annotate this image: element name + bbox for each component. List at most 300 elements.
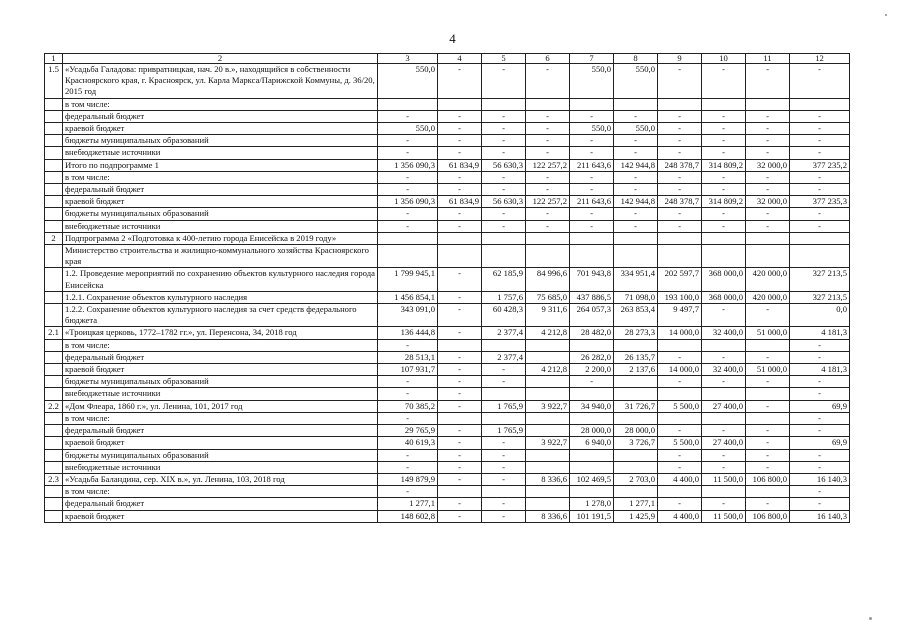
value-cell: 3 922,7 <box>526 437 570 449</box>
value-cell: - <box>658 208 702 220</box>
value-cell: - <box>702 220 746 232</box>
value-cell: - <box>746 351 790 363</box>
value-cell: - <box>746 304 790 327</box>
row-name: Итого по подпрограмме 1 <box>63 159 378 171</box>
corner-mark <box>885 14 887 16</box>
value-cell <box>570 339 614 351</box>
value-cell: - <box>746 135 790 147</box>
value-cell: - <box>790 123 850 135</box>
value-cell <box>378 98 438 110</box>
value-cell: 1 456 854,1 <box>378 291 438 303</box>
value-cell <box>570 232 614 244</box>
value-cell: - <box>482 184 526 196</box>
value-cell: - <box>702 64 746 99</box>
value-cell: - <box>746 64 790 99</box>
value-cell: 1 278,0 <box>570 498 614 510</box>
value-cell: 16 140,3 <box>790 473 850 485</box>
value-cell: 334 951,4 <box>614 268 658 291</box>
column-header-2: 2 <box>63 54 378 64</box>
value-cell <box>746 232 790 244</box>
value-cell: 2 137,6 <box>614 364 658 376</box>
value-cell: 32 400,0 <box>702 364 746 376</box>
value-cell: 149 879,9 <box>378 473 438 485</box>
column-header-12: 12 <box>790 54 850 64</box>
value-cell: - <box>438 449 482 461</box>
table-row <box>45 486 850 498</box>
value-cell: 102 469,5 <box>570 473 614 485</box>
table-row <box>45 135 850 147</box>
value-cell: - <box>482 135 526 147</box>
value-cell: - <box>482 510 526 522</box>
value-cell <box>526 351 570 363</box>
value-cell: - <box>614 171 658 183</box>
row-index <box>45 159 63 171</box>
row-index <box>45 339 63 351</box>
value-cell: 75 685,0 <box>526 291 570 303</box>
row-name: бюджеты муниципальных образований <box>63 449 378 461</box>
value-cell: - <box>526 110 570 122</box>
value-cell: 148 602,8 <box>378 510 438 522</box>
value-cell: - <box>614 220 658 232</box>
value-cell: 28 273,3 <box>614 327 658 339</box>
value-cell: - <box>482 376 526 388</box>
value-cell: 550,0 <box>378 64 438 99</box>
table-row <box>45 98 850 110</box>
row-index <box>45 268 63 291</box>
value-cell: - <box>702 171 746 183</box>
value-cell <box>570 412 614 424</box>
value-cell <box>482 232 526 244</box>
value-cell: 136 444,8 <box>378 327 438 339</box>
value-cell: - <box>658 135 702 147</box>
value-cell <box>702 486 746 498</box>
value-cell: - <box>378 220 438 232</box>
value-cell: 314 809,2 <box>702 159 746 171</box>
value-cell: - <box>570 376 614 388</box>
row-name: «Усадьба Галадова: привратницкая, нач. 20 в.», находящийся в собственности Красноярского края, г. Красноярск, ул. Карла Маркса/Парижской Коммуны, д. 36/20, 2015 год <box>63 64 378 99</box>
value-cell: 69,9 <box>790 400 850 412</box>
value-cell: - <box>378 339 438 351</box>
value-cell: 70 385,2 <box>378 400 438 412</box>
value-cell: 28 482,0 <box>570 327 614 339</box>
value-cell: 327 213,5 <box>790 291 850 303</box>
row-name: федеральный бюджет <box>63 110 378 122</box>
value-cell <box>526 388 570 400</box>
value-cell: 193 100,0 <box>658 291 702 303</box>
value-cell <box>614 412 658 424</box>
value-cell <box>702 98 746 110</box>
value-cell: - <box>702 110 746 122</box>
value-cell <box>614 339 658 351</box>
row-name: бюджеты муниципальных образований <box>63 135 378 147</box>
value-cell <box>482 412 526 424</box>
value-cell: 1 799 945,1 <box>378 268 438 291</box>
value-cell <box>570 449 614 461</box>
row-index <box>45 304 63 327</box>
value-cell: - <box>570 208 614 220</box>
value-cell: - <box>482 437 526 449</box>
value-cell: - <box>570 135 614 147</box>
value-cell <box>658 245 702 268</box>
value-cell: 368 000,0 <box>702 268 746 291</box>
value-cell: - <box>790 425 850 437</box>
value-cell: 343 091,0 <box>378 304 438 327</box>
value-cell: 2 200,0 <box>570 364 614 376</box>
value-cell: - <box>658 147 702 159</box>
value-cell: 550,0 <box>614 64 658 99</box>
row-name: в том числе: <box>63 412 378 424</box>
value-cell <box>482 388 526 400</box>
value-cell: - <box>790 184 850 196</box>
value-cell: - <box>790 220 850 232</box>
value-cell: 1 765,9 <box>482 400 526 412</box>
value-cell <box>438 232 482 244</box>
value-cell: 84 996,6 <box>526 268 570 291</box>
value-cell: 550,0 <box>570 123 614 135</box>
value-cell: - <box>746 400 790 412</box>
value-cell: 61 834,9 <box>438 159 482 171</box>
value-cell: - <box>482 498 526 510</box>
value-cell: - <box>570 184 614 196</box>
value-cell: - <box>438 351 482 363</box>
value-cell <box>614 232 658 244</box>
value-cell: - <box>790 388 850 400</box>
row-name: в том числе: <box>63 339 378 351</box>
value-cell: 4 212,8 <box>526 327 570 339</box>
row-name: «Дом Флеара, 1860 г.», ул. Ленина, 101, 2017 год <box>63 400 378 412</box>
value-cell <box>702 232 746 244</box>
value-cell <box>746 388 790 400</box>
table-row <box>45 364 850 376</box>
row-name: «Усадьба Баландина, сер. XIX в.», ул. Ленина, 103, 2018 год <box>63 473 378 485</box>
value-cell <box>438 412 482 424</box>
table-row <box>45 147 850 159</box>
table-row <box>45 376 850 388</box>
row-name: бюджеты муниципальных образований <box>63 376 378 388</box>
value-cell: 263 853,4 <box>614 304 658 327</box>
scan-dot <box>869 617 872 620</box>
value-cell: 142 944,8 <box>614 159 658 171</box>
row-name: федеральный бюджет <box>63 498 378 510</box>
value-cell <box>614 98 658 110</box>
value-cell: - <box>482 208 526 220</box>
value-cell: - <box>746 220 790 232</box>
value-cell: - <box>526 64 570 99</box>
value-cell: 3 922,7 <box>526 400 570 412</box>
value-cell: 368 000,0 <box>702 291 746 303</box>
value-cell: - <box>482 64 526 99</box>
value-cell: 26 135,7 <box>614 351 658 363</box>
value-cell: - <box>378 388 438 400</box>
row-name: в том числе: <box>63 171 378 183</box>
value-cell <box>438 339 482 351</box>
value-cell <box>702 388 746 400</box>
value-cell <box>790 98 850 110</box>
value-cell <box>614 486 658 498</box>
value-cell: - <box>438 123 482 135</box>
value-cell: - <box>658 184 702 196</box>
value-cell <box>438 98 482 110</box>
value-cell: 8 336,6 <box>526 473 570 485</box>
value-cell: 8 336,6 <box>526 510 570 522</box>
value-cell: 62 185,9 <box>482 268 526 291</box>
value-cell: - <box>658 498 702 510</box>
value-cell: 56 630,3 <box>482 159 526 171</box>
value-cell: - <box>790 461 850 473</box>
row-index <box>45 351 63 363</box>
value-cell: 142 944,8 <box>614 196 658 208</box>
value-cell: 28 000,0 <box>570 425 614 437</box>
value-cell: 106 800,0 <box>746 473 790 485</box>
value-cell <box>482 339 526 351</box>
value-cell: - <box>702 425 746 437</box>
row-index <box>45 208 63 220</box>
value-cell: - <box>378 486 438 498</box>
value-cell: - <box>378 110 438 122</box>
row-index <box>45 461 63 473</box>
value-cell: - <box>746 425 790 437</box>
value-cell: 106 800,0 <box>746 510 790 522</box>
column-header-10: 10 <box>702 54 746 64</box>
column-header-3: 3 <box>378 54 438 64</box>
value-cell: - <box>378 208 438 220</box>
value-cell: - <box>378 461 438 473</box>
value-cell: - <box>658 64 702 99</box>
value-cell <box>378 245 438 268</box>
value-cell: - <box>438 268 482 291</box>
value-cell: - <box>746 171 790 183</box>
value-cell: - <box>746 208 790 220</box>
value-cell: 51 000,0 <box>746 364 790 376</box>
value-cell: - <box>526 184 570 196</box>
value-cell: - <box>438 291 482 303</box>
row-name: внебюджетные источники <box>63 461 378 473</box>
row-index <box>45 388 63 400</box>
value-cell: - <box>438 208 482 220</box>
table-row <box>45 64 850 99</box>
value-cell: 28 000,0 <box>614 425 658 437</box>
value-cell: - <box>790 449 850 461</box>
row-index <box>45 498 63 510</box>
value-cell <box>570 245 614 268</box>
value-cell: - <box>790 498 850 510</box>
value-cell <box>746 486 790 498</box>
value-cell <box>658 98 702 110</box>
value-cell: 550,0 <box>570 64 614 99</box>
value-cell: 1 356 090,3 <box>378 196 438 208</box>
value-cell: 4 400,0 <box>658 510 702 522</box>
value-cell: - <box>438 437 482 449</box>
table-row <box>45 388 850 400</box>
value-cell: - <box>790 351 850 363</box>
value-cell: - <box>790 135 850 147</box>
value-cell <box>526 339 570 351</box>
value-cell <box>526 412 570 424</box>
value-cell: - <box>614 208 658 220</box>
value-cell: - <box>790 412 850 424</box>
value-cell: 211 643,6 <box>570 196 614 208</box>
row-index <box>45 196 63 208</box>
table-header-row <box>45 54 850 64</box>
row-name: в том числе: <box>63 486 378 498</box>
row-name: внебюджетные источники <box>63 220 378 232</box>
value-cell: - <box>746 376 790 388</box>
value-cell: 327 213,5 <box>790 268 850 291</box>
value-cell: 29 765,9 <box>378 425 438 437</box>
value-cell: - <box>790 171 850 183</box>
value-cell: - <box>658 449 702 461</box>
value-cell: - <box>658 351 702 363</box>
value-cell: 1 425,9 <box>614 510 658 522</box>
column-header-8: 8 <box>614 54 658 64</box>
table-row <box>45 196 850 208</box>
value-cell: - <box>378 184 438 196</box>
value-cell <box>614 376 658 388</box>
value-cell: 701 943,8 <box>570 268 614 291</box>
value-cell: 122 257,2 <box>526 159 570 171</box>
value-cell <box>746 245 790 268</box>
value-cell: - <box>790 147 850 159</box>
value-cell: - <box>570 110 614 122</box>
value-cell: 1 277,1 <box>614 498 658 510</box>
value-cell <box>378 232 438 244</box>
table-row <box>45 400 850 412</box>
value-cell <box>438 486 482 498</box>
row-index: 2.2 <box>45 400 63 412</box>
value-cell: - <box>658 425 702 437</box>
value-cell: - <box>438 425 482 437</box>
value-cell: - <box>658 110 702 122</box>
row-name: «Троицкая церковь, 1772–1782 гг.», ул. Перенсона, 34, 2018 год <box>63 327 378 339</box>
page-number: 4 <box>449 31 456 46</box>
value-cell: - <box>746 184 790 196</box>
value-cell: 2 377,4 <box>482 351 526 363</box>
value-cell <box>658 412 702 424</box>
value-cell: 34 940,0 <box>570 400 614 412</box>
value-cell: - <box>482 220 526 232</box>
row-name: внебюджетные источники <box>63 388 378 400</box>
row-name: краевой бюджет <box>63 196 378 208</box>
value-cell: - <box>702 184 746 196</box>
value-cell: - <box>438 376 482 388</box>
value-cell: - <box>482 110 526 122</box>
table-row <box>45 110 850 122</box>
row-name: в том числе: <box>63 98 378 110</box>
value-cell: 27 400,0 <box>702 400 746 412</box>
value-cell: 3 726,7 <box>614 437 658 449</box>
value-cell: - <box>482 123 526 135</box>
value-cell: - <box>746 449 790 461</box>
value-cell: - <box>746 147 790 159</box>
value-cell <box>702 339 746 351</box>
value-cell: - <box>614 110 658 122</box>
value-cell: - <box>570 147 614 159</box>
value-cell: 4 181,3 <box>790 364 850 376</box>
value-cell: 4 400,0 <box>658 473 702 485</box>
table-row <box>45 245 850 268</box>
value-cell: - <box>746 110 790 122</box>
value-cell: - <box>790 486 850 498</box>
value-cell: - <box>614 135 658 147</box>
value-cell: 16 140,3 <box>790 510 850 522</box>
row-index <box>45 147 63 159</box>
row-name: Министерство строительства и жилищно-коммунального хозяйства Красноярского края <box>63 245 378 268</box>
value-cell: - <box>438 364 482 376</box>
table-row <box>45 232 850 244</box>
row-name: внебюджетные источники <box>63 147 378 159</box>
row-index <box>45 437 63 449</box>
value-cell: - <box>482 473 526 485</box>
table-row <box>45 184 850 196</box>
value-cell: 4 181,3 <box>790 327 850 339</box>
value-cell: - <box>570 171 614 183</box>
value-cell <box>526 232 570 244</box>
value-cell: - <box>526 220 570 232</box>
value-cell: - <box>438 220 482 232</box>
column-header-1: 1 <box>45 54 63 64</box>
value-cell: 1 356 090,3 <box>378 159 438 171</box>
value-cell <box>658 486 702 498</box>
value-cell: - <box>746 498 790 510</box>
value-cell: - <box>746 123 790 135</box>
value-cell <box>702 412 746 424</box>
value-cell: - <box>482 147 526 159</box>
value-cell <box>570 98 614 110</box>
row-name: краевой бюджет <box>63 364 378 376</box>
table-row <box>45 291 850 303</box>
value-cell: - <box>790 110 850 122</box>
value-cell: 71 098,0 <box>614 291 658 303</box>
value-cell <box>482 245 526 268</box>
row-index: 2.1 <box>45 327 63 339</box>
value-cell: - <box>614 147 658 159</box>
value-cell: - <box>438 498 482 510</box>
value-cell: - <box>482 461 526 473</box>
value-cell <box>790 232 850 244</box>
value-cell <box>526 486 570 498</box>
value-cell: 31 726,7 <box>614 400 658 412</box>
row-index: 2.3 <box>45 473 63 485</box>
table-row <box>45 510 850 522</box>
value-cell <box>526 449 570 461</box>
value-cell: - <box>438 64 482 99</box>
column-header-4: 4 <box>438 54 482 64</box>
value-cell <box>526 245 570 268</box>
value-cell: - <box>438 461 482 473</box>
row-name: бюджеты муниципальных образований <box>63 208 378 220</box>
table-row <box>45 327 850 339</box>
value-cell <box>570 461 614 473</box>
value-cell <box>482 486 526 498</box>
value-cell: - <box>438 510 482 522</box>
row-index <box>45 291 63 303</box>
row-name: краевой бюджет <box>63 123 378 135</box>
table-row <box>45 208 850 220</box>
value-cell <box>526 461 570 473</box>
value-cell: - <box>658 220 702 232</box>
value-cell: - <box>526 135 570 147</box>
table-row <box>45 159 850 171</box>
value-cell <box>658 232 702 244</box>
value-cell: 14 000,0 <box>658 364 702 376</box>
column-header-5: 5 <box>482 54 526 64</box>
value-cell: - <box>378 147 438 159</box>
table-row <box>45 425 850 437</box>
value-cell <box>614 461 658 473</box>
row-index <box>45 412 63 424</box>
value-cell: - <box>790 376 850 388</box>
value-cell: 377 235,2 <box>790 159 850 171</box>
